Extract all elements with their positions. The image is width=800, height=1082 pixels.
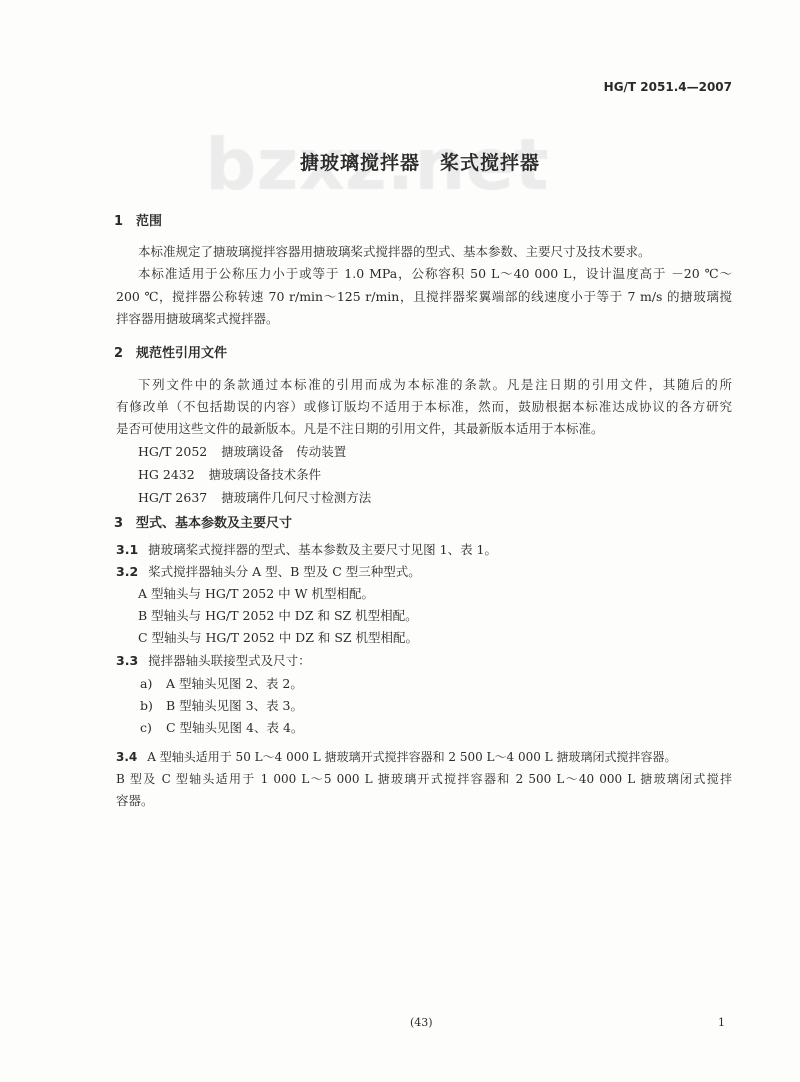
clause-3-4: [116, 749, 676, 765]
clause-number: 3.2: [116, 564, 139, 579]
clause-text: A 型轴头适用于 50 L～4 000 L 搪玻璃开式搅拌容器和 2 500 L～4 000 L 搪玻璃闭式搅拌容器。: [147, 750, 677, 764]
standard-code: HG/T 2051.4—2007: [603, 80, 732, 94]
paragraph-line: 200 ℃，搅拌器公称转速 70 r/min～125 r/min，且搅拌器桨翼端部的线速度小于等于 7 m/s 的搪玻璃搅: [116, 289, 732, 304]
list-item: [140, 720, 303, 736]
clause-text: 桨式搅拌器轴头分 A 型、B 型及 C 型三种型式。: [148, 564, 421, 579]
clause-number: 3.3: [116, 653, 139, 668]
list-marker: b): [140, 698, 153, 713]
paragraph-line: 拌容器用搪玻璃桨式搅拌器。: [116, 311, 279, 326]
list-item: [140, 698, 303, 714]
page-number-center: (43): [410, 1016, 433, 1029]
paragraph-line: B 型及 C 型轴头适用于 1 000 L～5 000 L 搪玻璃开式搅拌容器和 2 500 L～40 000 L 搪玻璃闭式搅拌: [116, 772, 732, 786]
list-marker: a): [140, 676, 153, 691]
page-title: 搪玻璃搅拌器 桨式搅拌器: [299, 152, 540, 174]
page-number: 1: [718, 1016, 725, 1029]
reference-item: [138, 444, 346, 460]
clause-text: 搪玻璃桨式搅拌器的型式、基本参数及主要尺寸见图 1、表 1。: [148, 542, 498, 557]
paragraph-line: 有修改单（不包括勘误的内容）或修订版均不适用于本标准，然而，鼓励根据本标准达成协议的各方研究: [116, 399, 732, 414]
reference-code: HG/T 2637: [138, 490, 208, 505]
clause-text: 搅拌器轴头联接型式及尺寸：: [148, 653, 311, 668]
reference-title: 搪玻璃设备技术条件: [208, 467, 322, 482]
list-text: B 型轴头见图 3、表 3。: [166, 698, 304, 713]
paragraph-line: 是否可使用这些文件的最新版本。凡是不注日期的引用文件，其最新版本适用于本标准。: [116, 421, 604, 436]
section-heading-scope: 1 范围: [114, 214, 163, 229]
list-marker: c): [140, 720, 152, 735]
list-text: A 型轴头见图 2、表 2。: [166, 676, 303, 691]
list-item: [140, 676, 303, 692]
clause-3-2: [116, 564, 421, 580]
list-text: C 型轴头见图 4、表 4。: [166, 720, 304, 735]
clause-number: 3.4: [116, 750, 138, 764]
paragraph-line: C 型轴头与 HG/T 2052 中 DZ 和 SZ 机型相配。: [138, 630, 419, 645]
clause-number: 3.1: [116, 542, 139, 557]
reference-item: [138, 467, 321, 483]
paragraph-line: 下列文件中的条款通过本标准的引用而成为本标准的条款。凡是注日期的引用文件，其随后的所: [138, 377, 732, 392]
paragraph-line: 容器。: [116, 793, 154, 808]
reference-title: 搪玻璃件几何尺寸检测方法: [221, 490, 372, 505]
section-heading-references: 2 规范性引用文件: [114, 346, 228, 361]
paragraph-line: B 型轴头与 HG/T 2052 中 DZ 和 SZ 机型相配。: [138, 608, 418, 623]
reference-code: HG/T 2052: [138, 444, 208, 459]
paragraph-line: 本标准适用于公称压力小于或等于 1.0 MPa，公称容积 50 L～40 000 L，设计温度高于 －20 ℃～: [138, 266, 732, 281]
section-heading-types: 3 型式、基本参数及主要尺寸: [114, 516, 293, 531]
clause-3-1: [116, 542, 497, 558]
reference-item: [138, 490, 371, 506]
paragraph-line: A 型轴头与 HG/T 2052 中 W 机型相配。: [138, 586, 374, 601]
clause-3-3: [116, 653, 311, 669]
reference-code: HG 2432: [138, 467, 195, 482]
paragraph: 本标准规定了搪玻璃搅拌容器用搪玻璃桨式搅拌器的型式、基本参数、主要尺寸及技术要求。: [138, 244, 651, 259]
reference-title: 搪玻璃设备 传动装置: [221, 444, 347, 459]
